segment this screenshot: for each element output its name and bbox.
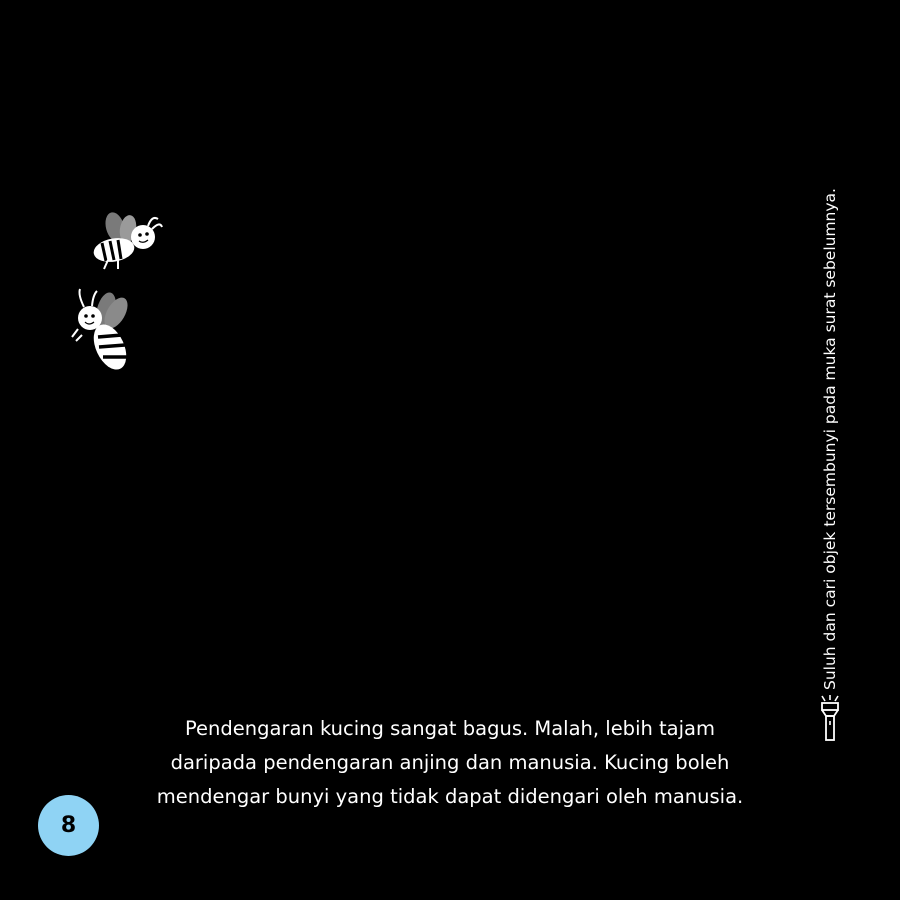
flashlight-icon <box>819 694 841 742</box>
story-line: mendengar bunyi yang tidak dapat didengari oleh manusia. <box>156 785 744 808</box>
story-text <box>130 712 770 814</box>
story-line: Pendengaran kucing sangat bagus. Malah, lebih tajam <box>184 717 715 740</box>
bee-icon <box>68 285 138 377</box>
bee-icon <box>88 205 168 275</box>
hidden-object-hint <box>815 180 845 745</box>
page-number-badge <box>38 795 99 856</box>
hint-text: Suluh dan cari objek tersembunyi pada muka surat sebelumnya. <box>821 188 839 690</box>
story-line: daripada pendengaran anjing dan manusia. Kucing boleh <box>170 751 730 774</box>
page-number: 8 <box>60 813 77 838</box>
